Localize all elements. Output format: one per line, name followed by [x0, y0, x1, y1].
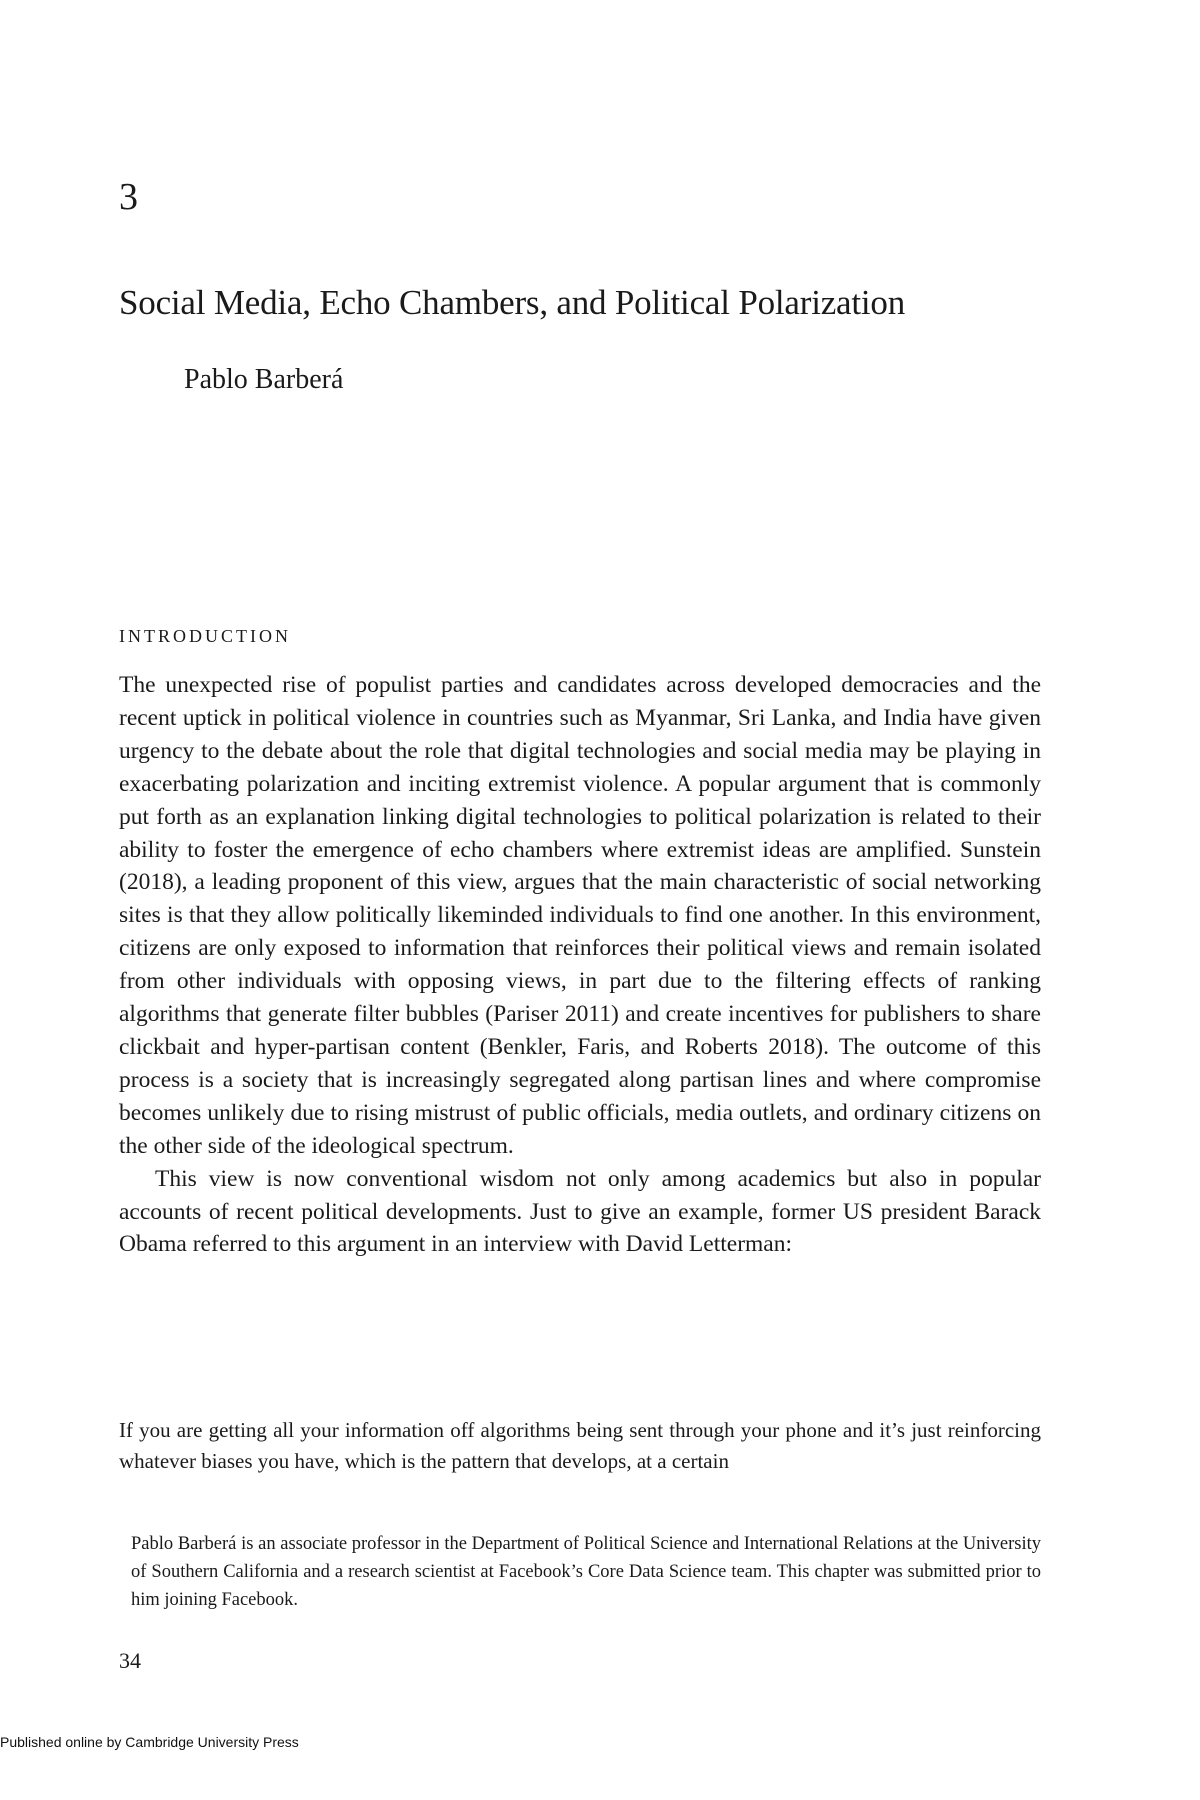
body-text	[119, 669, 1041, 1261]
publisher-footer: Published online by Cambridge University Press	[0, 1734, 299, 1750]
paragraph: The unexpected rise of populist parties and candidates across developed democracies and the recent uptick in political violence in countries such as Myanmar, Sri Lanka, and India have given urgency to the debate about the role that digital technologies and social media may be playing in exacerbating polarization and inciting extremist violence. A popular argument that is commonly put forth as an explanation linking digital technologies to political polarization is related to their ability to foster the emergence of echo chambers where extremist ideas are amplified. Sunstein (2018), a leading proponent of this view, argues that the main characteristic of social networking sites is that they allow politically likeminded individuals to find one another. In this environment, citizens are only exposed to information that reinforces their political views and remain isolated from other individuals with opposing views, in part due to the filtering effects of ranking algorithms that generate filter bubbles (Pariser 2011) and create incentives for publishers to share clickbait and hyper-partisan content (Benkler, Faris, and Roberts 2018). The outcome of this process is a society that is increasingly segregated along partisan lines and where compromise becomes unlikely due to rising mistrust of public officials, media outlets, and ordinary citizens on the other side of the ideological spectrum.	[119, 672, 1041, 1159]
page-number: 34	[119, 1648, 141, 1673]
author-footnote: Pablo Barberá is an associate professor in the Department of Political Science and International Relations at the University of Southern California and a research scientist at Facebook’s Core Data Science team. This chapter was submitted prior to him joining Facebook.	[131, 1534, 1041, 1610]
chapter-title: Social Media, Echo Chambers, and Political Polarization	[119, 283, 906, 322]
block-quote: If you are getting all your information off algorithms being sent through your phone and it’s just reinforcing whatever biases you have, which is the pattern that develops, at a certain	[119, 1418, 1041, 1473]
section-heading: INTRODUCTION	[119, 626, 291, 646]
paragraph: This view is now conventional wisdom not only among academics but also in popular accounts of recent political developments. Just to give an example, former US president Barack Obama referred to this argument in an interview with David Letterman:	[119, 1165, 1041, 1258]
chapter-number: 3	[119, 176, 138, 218]
chapter-author: Pablo Barberá	[184, 364, 344, 395]
